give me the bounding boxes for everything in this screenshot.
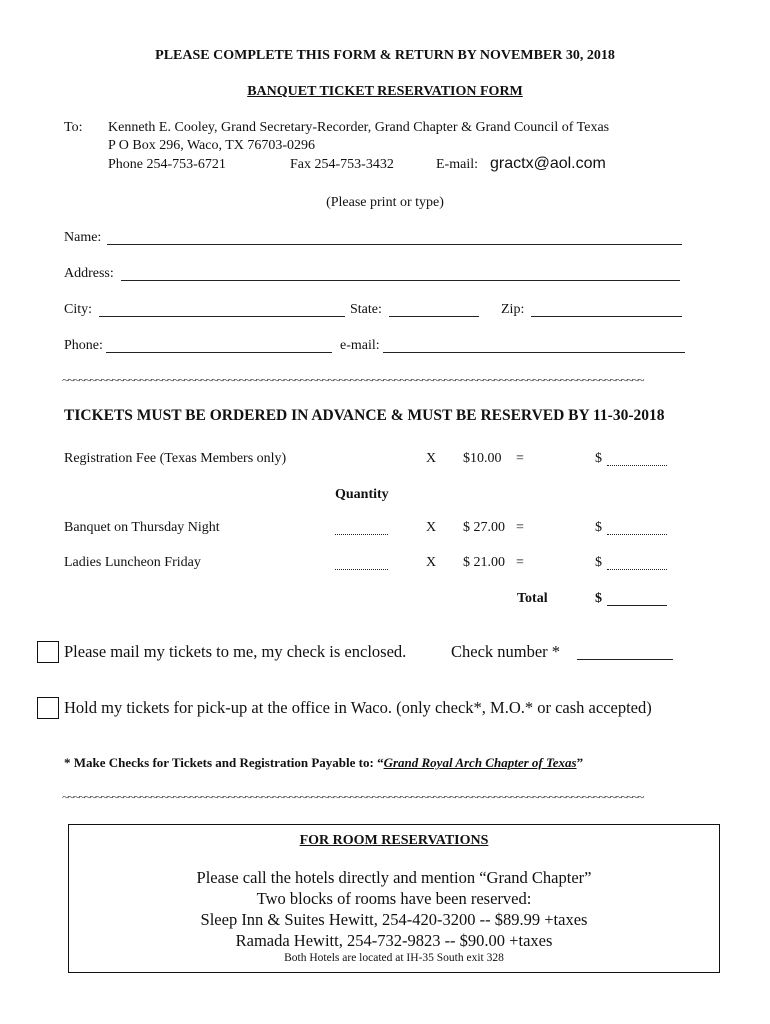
hotel-ramada: Ramada Hewitt, 254-732-9823 -- $90.00 +taxes [235, 931, 553, 950]
dollar-sign: $ [595, 555, 602, 570]
mail-tickets-checkbox[interactable] [37, 641, 59, 663]
deadline-notice: PLEASE COMPLETE THIS FORM & RETURN BY NOVEMBER 30, 2018 [155, 48, 615, 63]
equals-sign: = [516, 520, 524, 535]
payable-note [64, 755, 583, 771]
payable-prefix: * Make Checks for Tickets and Registration Payable to: “ [64, 755, 384, 770]
ticket-price: $ 21.00 [463, 555, 505, 570]
hold-tickets-checkbox[interactable] [37, 697, 59, 719]
address-field[interactable] [121, 268, 680, 281]
ticket-price: $ 27.00 [463, 520, 505, 535]
check-number-field[interactable] [577, 647, 673, 660]
times-symbol: X [426, 520, 437, 535]
hotel-sleep-inn: Sleep Inn & Suites Hewitt, 254-420-3200 -- $89.99 +taxes [200, 910, 588, 929]
registration-amount-field[interactable] [607, 453, 667, 466]
recipient-email-label: E-mail: [436, 157, 478, 172]
address-label: Address: [64, 266, 114, 281]
total-dollar-sign: $ [595, 591, 602, 606]
ticket-label: Ladies Luncheon Friday [64, 555, 201, 570]
phone-label: Phone: [64, 338, 103, 353]
quantity-header: Quantity [335, 487, 389, 502]
payee-name: Grand Royal Arch Chapter of Texas [383, 755, 577, 770]
separator-bottom: ~~~~~~~~~~~~~~~~~~~~~~~~~~~~~~~~~~~~~~~~~~~~~~~~~~~~~~~~~~~~~~~~~~~~~~~~~~~~~~~~~~~~~~~~~~~~~~~~~~~~~~~~~ [62, 789, 643, 804]
times-symbol: X [426, 451, 437, 466]
advance-notice: TICKETS MUST BE ORDERED IN ADVANCE & MUST BE RESERVED BY 11-30-2018 [64, 407, 665, 424]
state-label: State: [350, 302, 382, 317]
hotel-location-note: Both Hotels are located at IH-35 South exit 328 [284, 952, 504, 964]
hold-tickets-label: Hold my tickets for pick-up at the office in Waco. (only check*, M.O.* or cash accepted) [64, 698, 652, 717]
recipient-phone: Phone 254-753-6721 [108, 157, 226, 172]
banquet-amount-field[interactable] [607, 522, 667, 535]
mail-tickets-label: Please mail my tickets to me, my check is enclosed. [64, 642, 407, 661]
room-blocks-note: Two blocks of rooms have been reserved: [256, 889, 532, 908]
recipient-line1: Kenneth E. Cooley, Grand Secretary-Recorder, Grand Chapter & Grand Council of Texas [108, 120, 610, 135]
separator-top: ~~~~~~~~~~~~~~~~~~~~~~~~~~~~~~~~~~~~~~~~~~~~~~~~~~~~~~~~~~~~~~~~~~~~~~~~~~~~~~~~~~~~~~~~~~~~~~~~~~~~~~~~~ [62, 372, 643, 387]
luncheon-amount-field[interactable] [607, 557, 667, 570]
city-label: City: [64, 302, 93, 317]
recipient-email[interactable]: gractx@aol.com [490, 155, 606, 172]
total-amount-field[interactable] [607, 593, 667, 606]
times-symbol: X [426, 555, 437, 570]
to-label: To: [64, 120, 83, 135]
city-field[interactable] [99, 304, 345, 317]
recipient-line2: P O Box 296, Waco, TX 76703-0296 [108, 138, 316, 153]
print-instructions: (Please print or type) [326, 195, 444, 210]
equals-sign: = [516, 451, 524, 466]
zip-label: Zip: [501, 302, 525, 317]
dollar-sign: $ [595, 451, 602, 466]
ticket-price: $10.00 [463, 451, 502, 466]
dollar-sign: $ [595, 520, 602, 535]
ticket-label: Registration Fee (Texas Members only) [64, 451, 287, 466]
luncheon-quantity-field[interactable] [335, 557, 388, 570]
banquet-quantity-field[interactable] [335, 522, 388, 535]
state-field[interactable] [389, 304, 479, 317]
payable-suffix: ” [576, 755, 584, 770]
total-label: Total [517, 591, 548, 606]
zip-field[interactable] [531, 304, 682, 317]
ticket-label: Banquet on Thursday Night [64, 520, 220, 535]
phone-field[interactable] [106, 340, 332, 353]
name-label: Name: [64, 230, 102, 245]
email-field[interactable] [383, 340, 685, 353]
room-instructions: Please call the hotels directly and mention “Grand Chapter” [196, 868, 592, 887]
check-number-label: Check number * [451, 642, 561, 661]
form-title: BANQUET TICKET RESERVATION FORM [247, 84, 523, 99]
email-label: e-mail: [340, 338, 380, 353]
name-field[interactable] [107, 232, 682, 245]
equals-sign: = [516, 555, 524, 570]
room-reservations-title: FOR ROOM RESERVATIONS [299, 833, 489, 848]
recipient-fax: Fax 254-753-3432 [290, 157, 394, 172]
